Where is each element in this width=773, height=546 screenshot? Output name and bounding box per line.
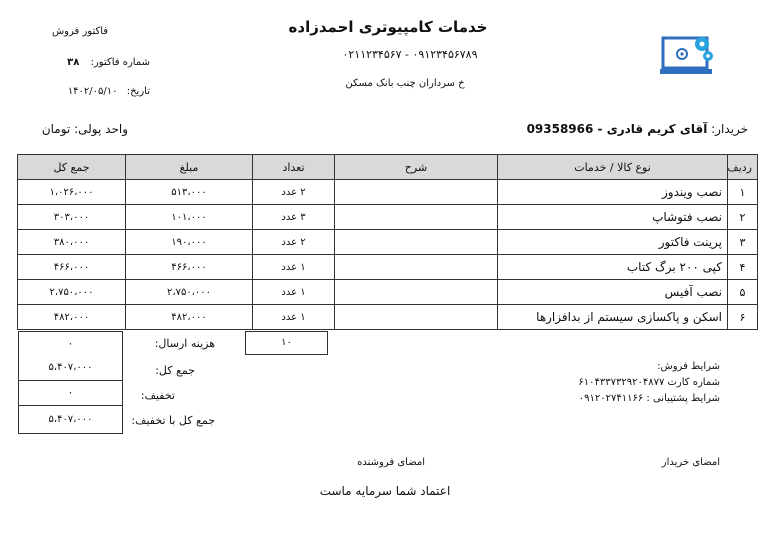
company-phones: ۰۲۱۱۲۳۴۵۶۷ - ۰۹۱۲۳۴۵۶۷۸۹: [342, 48, 478, 61]
row-total: ۲،۷۵۰،۰۰۰: [18, 280, 126, 305]
doc-type: فاکتور فروش: [51, 26, 109, 37]
shipping-label: هزینه ارسال:: [154, 337, 215, 350]
row-total: ۴۸۲،۰۰۰: [18, 305, 126, 330]
row-price: ۴۶۶،۰۰۰: [126, 255, 253, 280]
invoice-number-label: شماره فاکتور:: [90, 57, 150, 68]
col-header-description: شرح: [335, 155, 498, 180]
buyer-signature-label: امضای خریدار: [661, 457, 720, 468]
row-description: [335, 280, 498, 305]
table-row: [18, 255, 758, 280]
terms-title: شرایط فروش:: [657, 361, 720, 372]
currency-label: واحد پولی:: [74, 122, 128, 136]
seller-signature-label: امضای فروشنده: [357, 457, 425, 468]
row-item: نصب آفیس: [498, 280, 728, 305]
company-address: خ سرداران چنب بانک مسکن: [345, 78, 465, 89]
row-item: پرینت فاکتور: [498, 230, 728, 255]
company-name: خدمات کامپیوتری احمدزاده: [288, 18, 488, 36]
grand-total-label: جمع کل با تخفیف:: [131, 414, 215, 427]
row-item: نصب فتوشاپ: [498, 205, 728, 230]
row-index: ۲: [728, 205, 758, 230]
row-item: اسکن و پاکسازی سیستم از بدافزارها: [498, 305, 728, 330]
currency-value: تومان: [41, 122, 71, 136]
row-total: ۳۸۰،۰۰۰: [18, 230, 126, 255]
col-header-index: ردیف: [728, 155, 758, 180]
row-total: ۴۶۶،۰۰۰: [18, 255, 126, 280]
row-price: ۴۸۲،۰۰۰: [126, 305, 253, 330]
total-value: ۵،۴۰۷،۰۰۰: [18, 356, 123, 381]
col-header-total: جمع کل: [18, 155, 126, 180]
terms-support: شرایط پشتیبانی : ۰۹۱۲۰۲۷۴۱۱۶۶: [578, 393, 720, 404]
row-quantity: ۲ عدد: [253, 230, 335, 255]
row-total: ۳۰۳،۰۰۰: [18, 205, 126, 230]
total-label: جمع کل:: [155, 364, 195, 377]
buyer-name: آقای کریم قادری - 09358966: [526, 122, 708, 136]
col-header-price: مبلغ: [126, 155, 253, 180]
row-quantity: ۱ عدد: [253, 255, 335, 280]
row-price: ۱۹۰،۰۰۰: [126, 230, 253, 255]
row-price: ۵۱۳،۰۰۰: [126, 180, 253, 205]
invoice-number-row: [35, 57, 150, 68]
table-row: [18, 280, 758, 305]
invoice-date-label: تاریخ:: [126, 86, 150, 97]
row-quantity: ۱ عدد: [253, 280, 335, 305]
row-description: [335, 230, 498, 255]
row-index: ۱: [728, 180, 758, 205]
discount-value: ۰: [18, 381, 123, 406]
row-price: ۱۰۱،۰۰۰: [126, 205, 253, 230]
table-header-row: [18, 155, 758, 180]
footer-slogan: اعتماد شما سرمایه ماست: [319, 484, 451, 498]
currency-row: [18, 122, 128, 136]
shipping-value: ۰: [18, 331, 123, 357]
discount-label: تخفیف:: [140, 389, 175, 402]
col-header-item: نوع کالا / خدمات: [498, 155, 728, 180]
laptop-gear-icon: [660, 34, 718, 78]
table-row: [18, 305, 758, 330]
buyer-row: [480, 122, 748, 136]
terms-card: شماره کارت ۶۱۰۴۳۳۷۳۲۹۲۰۴۸۷۷: [578, 377, 720, 388]
row-price: ۲،۷۵۰،۰۰۰: [126, 280, 253, 305]
row-index: ۴: [728, 255, 758, 280]
table-row: [18, 230, 758, 255]
row-total: ۱،۰۲۶،۰۰۰: [18, 180, 126, 205]
row-quantity: ۱ عدد: [253, 305, 335, 330]
buyer-label: خریدار:: [711, 122, 748, 136]
row-item: نصب ویندوز: [498, 180, 728, 205]
items-table: [17, 154, 758, 330]
invoice-number: ۳۸: [67, 57, 80, 68]
table-row: [18, 205, 758, 230]
table-row: [18, 180, 758, 205]
row-index: ۶: [728, 305, 758, 330]
col-header-quantity: تعداد: [253, 155, 335, 180]
invoice-date: ۱۴۰۲/۰۵/۱۰: [67, 86, 118, 97]
row-index: ۵: [728, 280, 758, 305]
row-index: ۳: [728, 230, 758, 255]
row-quantity: ۲ عدد: [253, 180, 335, 205]
invoice-date-row: [35, 86, 150, 97]
row-description: [335, 180, 498, 205]
row-description: [335, 205, 498, 230]
row-description: [335, 255, 498, 280]
row-item: کپی ۲۰۰ برگ کتاب: [498, 255, 728, 280]
row-quantity: ۳ عدد: [253, 205, 335, 230]
grand-total-value: ۵،۴۰۷،۰۰۰: [18, 406, 123, 434]
quantity-total: ۱۰: [245, 331, 328, 355]
row-description: [335, 305, 498, 330]
